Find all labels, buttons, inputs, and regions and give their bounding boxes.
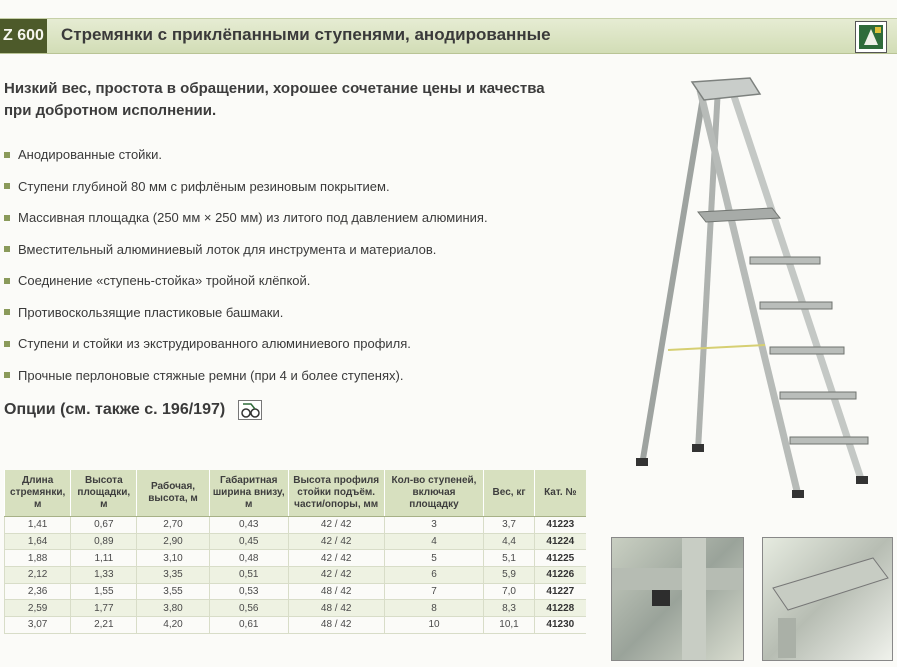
list-item: Ступени и стойки из экструдированного алюминиевого профиля. (4, 335, 488, 367)
cell-platform-height: 1,77 (71, 600, 137, 617)
cell-length: 1,41 (5, 517, 71, 534)
cell-weight: 4,4 (484, 533, 534, 550)
table-row (5, 550, 587, 567)
table-row (5, 567, 587, 584)
top-tray (692, 78, 760, 100)
cell-catalog-number: 41223 (534, 517, 586, 534)
cell-length: 2,59 (5, 600, 71, 617)
cell-base-width: 0,45 (209, 533, 288, 550)
cell-steps: 7 (384, 583, 484, 600)
cell-profile-height: 48 / 42 (288, 600, 384, 617)
bullet-square-icon (4, 152, 10, 158)
col-header-platform-height: Высота площадки, м (71, 470, 137, 517)
step (750, 257, 820, 264)
foot (856, 476, 868, 484)
ladder-photo (600, 70, 890, 510)
cell-steps: 4 (384, 533, 484, 550)
cell-working-height: 2,90 (137, 533, 209, 550)
cell-catalog-number: 41227 (534, 583, 586, 600)
cell-catalog-number: 41228 (534, 600, 586, 617)
step (760, 302, 832, 309)
cell-steps: 5 (384, 550, 484, 567)
cell-weight: 10,1 (484, 617, 534, 634)
cell-working-height: 3,80 (137, 600, 209, 617)
cell-profile-height: 42 / 42 (288, 533, 384, 550)
table-row (5, 533, 587, 550)
cell-length: 1,64 (5, 533, 71, 550)
specs-table (4, 470, 586, 634)
cell-steps: 8 (384, 600, 484, 617)
cell-profile-height: 48 / 42 (288, 583, 384, 600)
cell-profile-height: 42 / 42 (288, 550, 384, 567)
cell-base-width: 0,51 (209, 567, 288, 584)
col-header-weight: Вес, кг (484, 470, 534, 517)
cell-weight: 5,9 (484, 567, 534, 584)
bullet-square-icon (4, 372, 10, 378)
cell-steps: 10 (384, 617, 484, 634)
cell-profile-height: 42 / 42 (288, 567, 384, 584)
table-row (5, 583, 587, 600)
cell-working-height: 3,55 (137, 583, 209, 600)
cell-weight: 5,1 (484, 550, 534, 567)
list-item: Противоскользящие пластиковые башмаки. (4, 304, 488, 336)
bullet-square-icon (4, 278, 10, 284)
cell-platform-height: 1,11 (71, 550, 137, 567)
back-leg-left (642, 85, 705, 465)
cell-weight: 3,7 (484, 517, 534, 534)
cell-weight: 7,0 (484, 583, 534, 600)
col-header-catalog-number: Кат. № (534, 470, 586, 517)
bullet-square-icon (4, 341, 10, 347)
feature-list (4, 146, 488, 398)
cell-length: 2,12 (5, 567, 71, 584)
cell-working-height: 3,10 (137, 550, 209, 567)
bullet-square-icon (4, 246, 10, 252)
cell-profile-height: 42 / 42 (288, 517, 384, 534)
cell-catalog-number: 41230 (534, 617, 586, 634)
step (770, 347, 844, 354)
cell-catalog-number: 41224 (534, 533, 586, 550)
bullet-square-icon (4, 215, 10, 221)
cell-working-height: 3,35 (137, 567, 209, 584)
bullet-square-icon (4, 183, 10, 189)
header-band (0, 18, 897, 54)
cell-working-height: 4,20 (137, 617, 209, 634)
step (780, 392, 856, 399)
brand-logo-icon (855, 21, 887, 53)
col-header-profile-height: Высота профиля стойки подъём. части/опоры, мм (288, 470, 384, 517)
cell-base-width: 0,56 (209, 600, 288, 617)
strap (668, 345, 765, 350)
cell-base-width: 0,43 (209, 517, 288, 534)
list-item: Ступени глубиной 80 мм с рифлёным резиновым покрытием. (4, 178, 488, 210)
cell-base-width: 0,53 (209, 583, 288, 600)
options-heading: Опции (см. также с. 196/197) (4, 400, 262, 420)
table-row (5, 617, 587, 634)
cell-working-height: 2,70 (137, 517, 209, 534)
col-header-working-height: Рабочая, высота, м (137, 470, 209, 517)
cell-profile-height: 48 / 42 (288, 617, 384, 634)
step (790, 437, 868, 444)
options-reference-icon (238, 400, 262, 420)
list-item: Анодированные стойки. (4, 146, 488, 178)
list-item: Вместительный алюминиевый лоток для инструмента и материалов. (4, 241, 488, 273)
cell-platform-height: 1,55 (71, 583, 137, 600)
cell-weight: 8,3 (484, 600, 534, 617)
cell-base-width: 0,48 (209, 550, 288, 567)
cell-platform-height: 1,33 (71, 567, 137, 584)
list-item: Массивная площадка (250 мм × 250 мм) из литого под давлением алюминия. (4, 209, 488, 241)
cell-steps: 3 (384, 517, 484, 534)
cell-base-width: 0,61 (209, 617, 288, 634)
list-item: Соединение «ступень-стойка» тройной клёпкой. (4, 272, 488, 304)
table-row (5, 600, 587, 617)
cell-length: 2,36 (5, 583, 71, 600)
detail-photo-tray (762, 537, 893, 661)
cell-catalog-number: 41226 (534, 567, 586, 584)
cell-platform-height: 2,21 (71, 617, 137, 634)
cell-steps: 6 (384, 567, 484, 584)
intro-text: Низкий вес, простота в обращении, хорошее сочетание цены и качества при добротном исполнении. (4, 80, 545, 119)
bullet-square-icon (4, 309, 10, 315)
cell-platform-height: 0,89 (71, 533, 137, 550)
page-title: Стремянки с приклёпанными ступенями, анодированные (61, 25, 551, 44)
table-header-row (5, 470, 587, 517)
foot (792, 490, 804, 498)
foot (636, 458, 648, 466)
list-item: Прочные перлоновые стяжные ремни (при 4 и более ступенях). (4, 367, 488, 399)
cell-catalog-number: 41225 (534, 550, 586, 567)
col-header-base-width: Габаритная ширина внизу, м (209, 470, 288, 517)
cell-length: 1,88 (5, 550, 71, 567)
col-header-length: Длина стремянки, м (5, 470, 71, 517)
cell-platform-height: 0,67 (71, 517, 137, 534)
cell-length: 3,07 (5, 617, 71, 634)
table-row (5, 517, 587, 534)
product-code: Z 600 (0, 19, 47, 53)
foot (692, 444, 704, 452)
detail-photo-step-foot (611, 537, 744, 661)
col-header-steps: Кол-во ступеней, включая площадку (384, 470, 484, 517)
